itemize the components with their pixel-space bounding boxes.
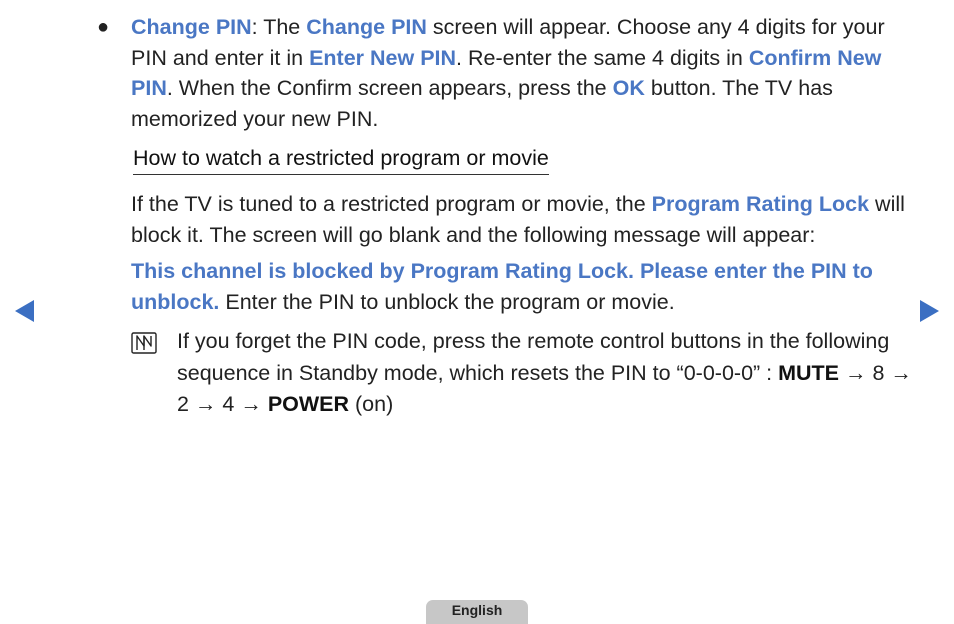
text-segment: . When the Confirm screen appears, press the (166, 76, 613, 100)
text-segment: button. The TV has memorized your new PIN. (131, 76, 833, 131)
section-heading: How to watch a restricted program or movie (133, 143, 549, 175)
text-segment: If the TV is tuned to a restricted program or movie, the (131, 192, 652, 216)
power-key: POWER (267, 392, 350, 416)
note-icon (131, 332, 157, 354)
term-ok-button: OK (612, 76, 645, 100)
term-change-pin: Change PIN (131, 15, 252, 39)
text-segment: Enter the PIN to unblock the program or movie. (219, 289, 675, 314)
term-program-rating-lock: Program Rating Lock (651, 192, 870, 216)
mute-key: MUTE (778, 360, 840, 385)
blocked-message-paragraph (131, 256, 921, 317)
term-confirm-new-pin: Confirm New PIN (131, 45, 882, 100)
change-pin-paragraph (131, 12, 921, 134)
bullet-marker: ● (97, 16, 110, 38)
key-sequence: → 8 → 2 → 4 → (177, 360, 912, 416)
text-segment: (on) (349, 392, 394, 416)
restricted-paragraph (131, 189, 921, 250)
text-segment: : The (251, 15, 307, 39)
text-segment: . Re-enter the same 4 digits in (456, 45, 749, 70)
text-segment: will block it. The screen will go blank and the following message will appear: (131, 192, 905, 247)
triangle-left-icon[interactable] (13, 298, 37, 324)
term-enter-new-pin: Enter New PIN (309, 45, 457, 70)
text-segment: screen will appear. Choose any 4 digits for your PIN and enter it in (131, 15, 885, 70)
triangle-right-icon[interactable] (917, 298, 941, 324)
blocked-message: This channel is blocked by Program Rating Lock. Please enter the PIN to unblock. (131, 259, 873, 314)
text-segment: If you forget the PIN code, press the remote control buttons in the following sequence in Standby mode, which resets the PIN to “0-0-0-0” : (177, 329, 890, 385)
note-paragraph (177, 326, 917, 421)
language-tab[interactable]: English (426, 600, 528, 624)
term-change-pin-screen: Change PIN (306, 15, 427, 39)
